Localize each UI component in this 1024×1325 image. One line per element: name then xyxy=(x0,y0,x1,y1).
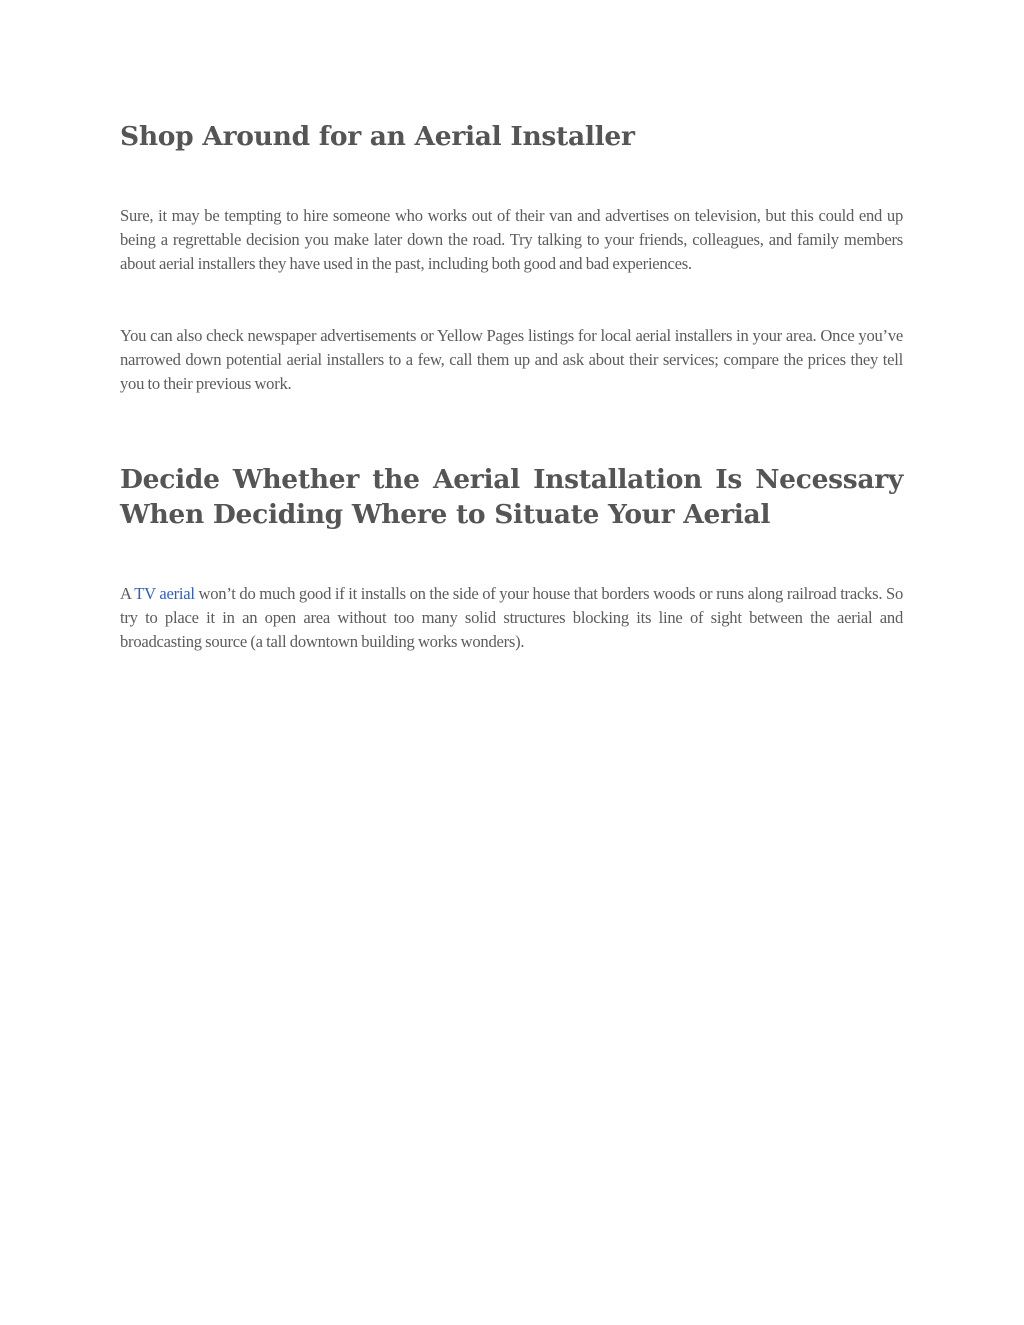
paragraph-prefix: A xyxy=(120,584,135,603)
paragraph-suffix: won’t do much good if it installs on the side of your house that borders woods or runs along railroad tracks. So try to place it in an open area without too many solid structures blocking its line of sight between the aerial and broadcasting source (a tall downtown building works wonders). xyxy=(120,584,904,651)
paragraph-tv-aerial-placement xyxy=(120,582,903,654)
section-heading-decide-installation: Decide Whether the Aerial Installation Is Necessary When Deciding Where to Situate Your Aerial xyxy=(120,464,903,530)
paragraph-check-listings: You can also check newspaper advertisements or Yellow Pages listings for local aerial installers in your area. Once you’ve narrowed down potential aerial installers to a few, call them up and ask about their services; compare the prices they tell you to their previous work. xyxy=(120,326,903,393)
tv-aerial-link[interactable]: TV aerial xyxy=(134,584,195,603)
section-heading-shop-around: Shop Around for an Aerial Installer xyxy=(120,121,635,152)
paragraph-hire-advice: Sure, it may be tempting to hire someone who works out of their van and advertises on television, but this could end up being a regrettable decision you make later down the road. Try talking to your friends, colleagues, and family members about aerial installers they have used in the past, including both good and bad experiences. xyxy=(120,206,903,273)
